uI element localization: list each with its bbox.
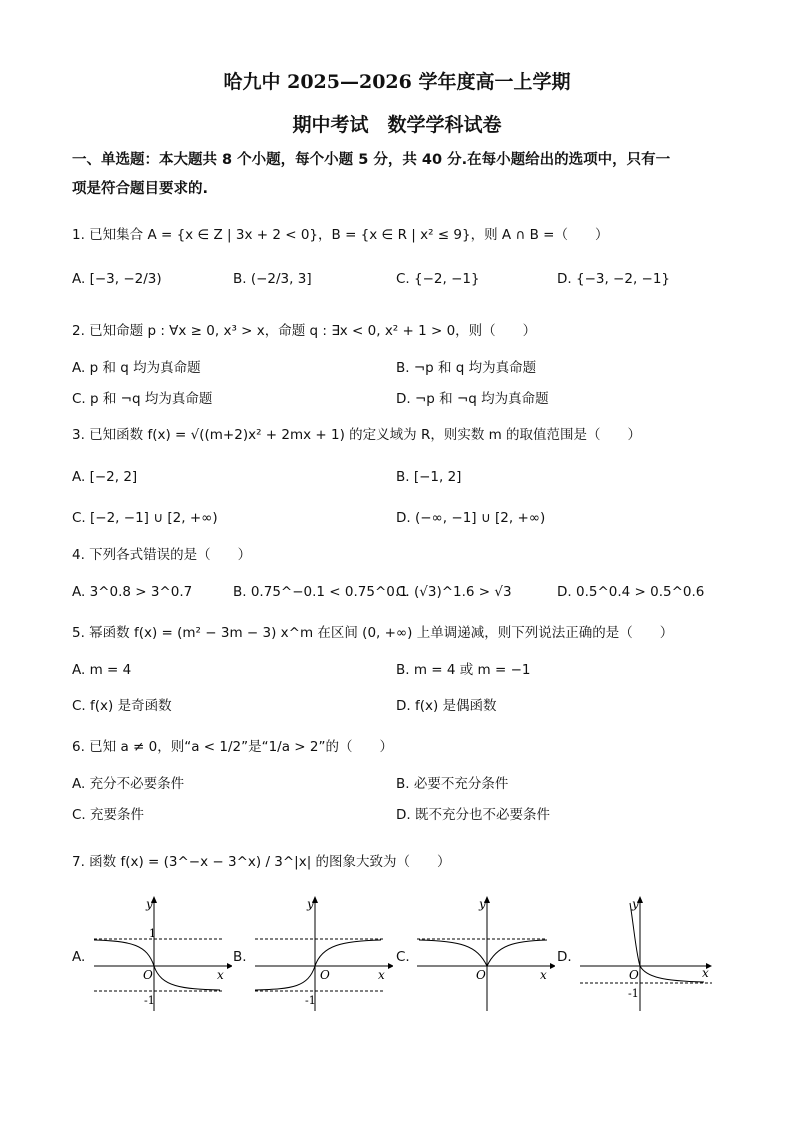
question-6-option-d: D. 既不充分也不必要条件	[396, 807, 550, 823]
question-1-option-c: C. {−2, −1}	[396, 271, 480, 287]
question-5-option-d: D. f(x) 是偶函数	[396, 698, 497, 714]
question-4-option-a: A. 3^0.8 > 3^0.7	[72, 584, 193, 600]
question-1-option-b: B. (−2/3, 3]	[233, 271, 312, 287]
graph-c-origin-label: O	[476, 968, 486, 982]
question-3-stem: 3. 已知函数 f(x) = √((m+2)x² + 2mx + 1) 的定义域为 R，则实数 m 的取值范围是（ ）	[72, 427, 642, 443]
question-2-option-a: A. p 和 q 均为真命题	[72, 360, 201, 376]
question-5-option-b: B. m = 4 或 m = −1	[396, 662, 531, 678]
graph-a-neg-one-label: -1	[144, 994, 155, 1007]
question-4-option-b: B. 0.75^−0.1 < 0.75^0.1	[233, 584, 408, 600]
section-heading-line2: 项是符合题目要求的.	[72, 181, 209, 197]
graph-b	[253, 893, 393, 1013]
graph-a-y-label: y	[146, 897, 153, 911]
graph-c-y-label: y	[479, 897, 486, 911]
question-7-option-a: A.	[72, 949, 86, 965]
question-6-option-c: C. 充要条件	[72, 807, 145, 823]
exam-title: 哈九中 2025—2026 学年度高一上学期	[223, 71, 571, 93]
graph-b-y-label: y	[307, 897, 314, 911]
graph-a-one-label: 1	[149, 927, 156, 940]
question-1-option-d: D. {−3, −2, −1}	[557, 271, 671, 287]
graph-a-x-label: x	[217, 968, 224, 982]
question-3-option-a: A. [−2, 2]	[72, 469, 138, 485]
question-6-stem: 6. 已知 a ≠ 0，则“a < 1/2”是“1/a > 2”的（ ）	[72, 739, 393, 755]
graph-c	[415, 893, 555, 1013]
question-2-option-b: B. ¬p 和 q 均为真命题	[396, 360, 537, 376]
question-6-option-b: B. 必要不充分条件	[396, 776, 509, 792]
question-3-option-b: B. [−1, 2]	[396, 469, 462, 485]
question-3-option-c: C. [−2, −1] ∪ [2, +∞)	[72, 510, 218, 526]
question-1-option-a: A. [−3, −2/3)	[72, 271, 162, 287]
question-7-stem: 7. 函数 f(x) = (3^−x − 3^x) / 3^|x| 的图象大致为（ ）	[72, 854, 451, 870]
exam-subtitle: 期中考试 数学学科试卷	[292, 114, 502, 136]
graph-c-x-label: x	[540, 968, 547, 982]
graph-a-origin-label: O	[143, 968, 153, 982]
question-7-option-c: C.	[396, 949, 410, 965]
graph-d-y-label: y	[632, 897, 639, 911]
question-1-stem: 1. 已知集合 A = {x ∈ Z | 3x + 2 < 0}，B = {x ∈ R | x² ≤ 9}，则 A ∩ B =（ ）	[72, 227, 609, 243]
question-5-stem: 5. 幂函数 f(x) = (m² − 3m − 3) x^m 在区间 (0, +∞) 上单调递减，则下列说法正确的是（ ）	[72, 625, 674, 641]
section-heading-line1: 一、单选题：本大题共 8 个小题，每个小题 5 分，共 40 分.在每小题给出的选项中，只有一	[72, 152, 671, 168]
question-3-option-d: D. (−∞, −1] ∪ [2, +∞)	[396, 510, 546, 526]
question-7-option-b: B.	[233, 949, 247, 965]
question-5-option-c: C. f(x) 是奇函数	[72, 698, 172, 714]
question-5-option-a: A. m = 4	[72, 662, 132, 678]
graph-d	[578, 893, 718, 1013]
question-4-stem: 4. 下列各式错误的是（ ）	[72, 547, 252, 563]
graph-d-neg-one-label: -1	[628, 987, 639, 1000]
question-4-option-c: C. (√3)^1.6 > √3	[396, 584, 512, 600]
graph-d-x-label: x	[702, 966, 709, 980]
question-4-option-d: D. 0.5^0.4 > 0.5^0.6	[557, 584, 705, 600]
graph-d-origin-label: O	[629, 968, 639, 982]
graph-b-x-label: x	[378, 968, 385, 982]
graph-b-origin-label: O	[320, 968, 330, 982]
graph-a	[92, 893, 232, 1013]
question-2-option-c: C. p 和 ¬q 均为真命题	[72, 391, 213, 407]
question-2-stem: 2. 已知命题 p : ∀x ≥ 0, x³ > x，命题 q : ∃x < 0, x² + 1 > 0，则（ ）	[72, 323, 537, 339]
graph-b-neg-one-label: -1	[305, 994, 316, 1007]
question-2-option-d: D. ¬p 和 ¬q 均为真命题	[396, 391, 549, 407]
question-6-option-a: A. 充分不必要条件	[72, 776, 185, 792]
question-7-option-d: D.	[557, 949, 572, 965]
